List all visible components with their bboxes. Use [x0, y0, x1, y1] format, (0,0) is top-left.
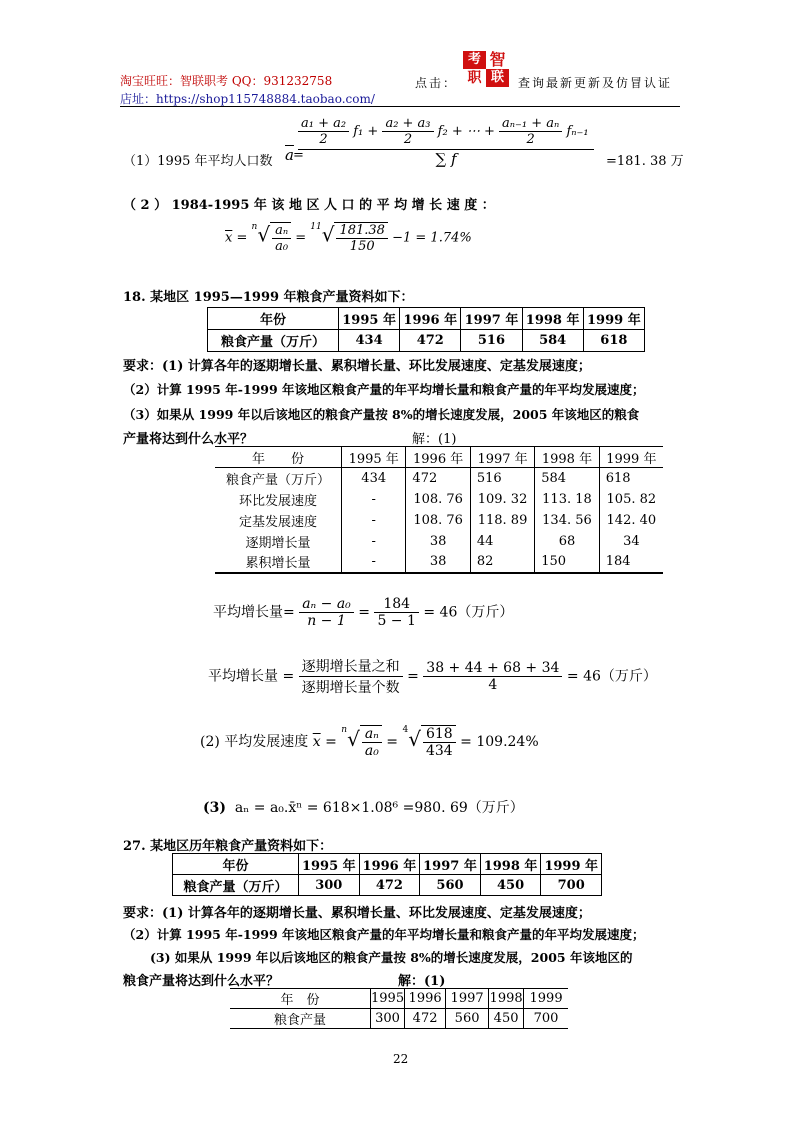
q18-solution-label: 解：(1) [412, 432, 457, 447]
q27-solution-label: 解：(1) [398, 974, 446, 989]
table-row: 粮食产量（万斤） 434 472 516 584 618 [208, 330, 645, 352]
logo-char-2: 智 [489, 50, 506, 69]
q18-data-table [207, 307, 645, 352]
q27-title: 27. 某地区历年粮食产量资料如下： [123, 839, 333, 854]
avg-pop-result: =181. 38 万 [606, 154, 684, 169]
avg-growth-label: （ 2 ） 1984-1995 年 该 地 区 人 口 的 平 均 增 长 速 度 ： [123, 198, 495, 213]
table-row: 粮食产量（万斤） 300 472 560 450 700 [173, 875, 602, 896]
q27-data-table [172, 853, 602, 896]
q18-req1: 要求：(1) 计算各年的逐期增长量、累积增长量、环比发展速度、定基发展速度； [123, 359, 591, 374]
brand-logo[interactable] [463, 51, 509, 87]
header-left-line1: 淘宝旺旺：智联职考 QQ：931232758 [120, 74, 333, 88]
table-row: 年份 1995 年 1996 年 1997 年 1998 年 1999 年 [208, 308, 645, 330]
table-row: 环比发展速度 - 108. 76 109. 32 113. 18 105. 82 [215, 489, 663, 510]
equals-sign: = [293, 148, 304, 163]
logo-char-1: 考 [463, 51, 486, 69]
q27-req3a: (3) 如果从 1999 年以后该地区的粮食产量按 8%的增长速度发展，2005 年该地区的 [150, 950, 633, 965]
q18-req2: （2）计算 1995 年-1999 年该地区粮食产量的年平均增长量和粮食产量的年平均发展速度； [123, 382, 645, 397]
a-bar-symbol: $\overline{a}$ [285, 146, 294, 164]
header-click-label: 点击： [415, 76, 458, 90]
table-row: 累积增长量 - 38 82 150 184 [215, 552, 663, 573]
table-row: 逐期增长量 - 38 44 68 34 [215, 531, 663, 552]
avg-pop-label: （1）1995 年平均人口数 [123, 154, 273, 169]
logo-char-4: 联 [486, 69, 509, 87]
table-row: 年份 1995 年 1996 年 1997 年 1998 年 1999 年 [173, 854, 602, 875]
q18-solution-table [215, 446, 663, 574]
table-row: 粮食产量（万斤） 434 472 516 584 618 [215, 468, 663, 489]
q27-req3b: 粮食产量将达到什么水平？ [123, 974, 280, 989]
page-number: 22 [393, 1052, 409, 1066]
q27-req1: 要求：(1) 计算各年的逐期增长量、累积增长量、环比发展速度、定基发展速度； [123, 906, 591, 921]
avg-growth-formula: $\overline{x} = ^n√$ $\frac{\text{aₙ}}{\text{a₀}}$ = $^{11}$√ $\frac{181.38}{150}$ −1 = 1.74% [225, 222, 472, 254]
header-right-text: 查询最新更新及仿冒认证 [518, 76, 673, 90]
header-shop-link[interactable]: 店址：https://shop115748884.taobao.com/ [120, 92, 375, 106]
table-row: 定基发展速度 - 108. 76 118. 89 134. 56 142. 40 [215, 510, 663, 531]
q27-req2: （2）计算 1995 年-1999 年该地区粮食产量的年平均增长量和粮食产量的年平均发展速度； [123, 927, 645, 942]
header-divider [120, 106, 680, 107]
formula-avg-dev-speed: (2) 平均发展速度 $\overline{x} = ^n√$ $\frac{\text{aₙ}}{\text{a₀}}$ = $^4$√ $\frac{618}{434}$ = 109.24% [200, 725, 539, 759]
logo-char-3: 职 [467, 70, 482, 86]
q18-title: 18. 某地区 1995—1999 年粮食产量资料如下： [123, 290, 414, 305]
q18-req3a: （3）如果从 1999 年以后该地区的粮食产量按 8%的增长速度发展，2005 年该地区的粮食 [123, 407, 640, 422]
formula-forecast: (3) aₙ = a₀.x̄ⁿ = 618×1.08⁶ =980. 69（万斤） [203, 800, 524, 816]
formula-avg-growth-2: 平均增长量 = $\frac{\text{逐期增长量之和}}{\text{逐期增长量个数}}$ = $\frac{38 + 44 + 68 + 34}{4}$ = 46（万斤） [208, 656, 657, 697]
q18-req3b: 产量将达到什么水平？ [123, 432, 254, 447]
q27-solution-table [230, 988, 568, 1029]
table-row: 年 份 1995 年 1996 年 1997 年 1998 年 1999 年 [215, 447, 663, 468]
formula-avg-growth-1: 平均增长量= $\frac{\text{aₙ − a₀}}{n - 1}$ = $\frac{184}{5 - 1}$ = 46（万斤） [213, 596, 514, 629]
table-row: 年 份 1995 1996 1997 1998 1999 [230, 989, 568, 1009]
table-row: 粮食产量 300 472 560 450 700 [230, 1009, 568, 1029]
weighted-avg-formula: $\frac{\text{a₁ + a₂}}{2}$ f₁ + $\frac{\text{a₂ + a₃}}{2}$ f₂ + ⋯ + $\frac{\text{aₙ₋₁ + aₙ}}{2}$ fₙ₋₁ ∑ f [298, 116, 594, 168]
